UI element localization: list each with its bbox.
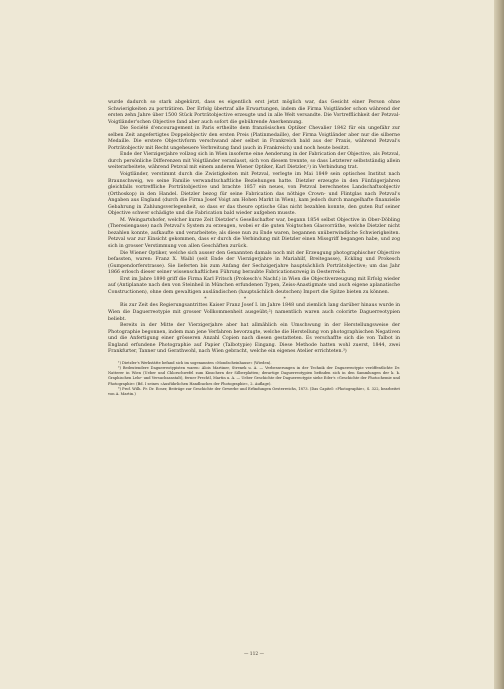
- body-text: [108, 100, 400, 397]
- footnotes: [108, 361, 400, 397]
- section-separator: * * *: [204, 297, 304, 303]
- paragraph: Bereits in der Mitte der Vierzigerjahre aber hat allmählich ein Umschwung in der Herstellungsweise der Photographie begonnen, indem man jene Verfahren bevorzugte, welche die Herstellung von photographischen Negativen und die Anfertigung einer grösseren Anzahl Copien nach diesen gestatteten. Es verschaffte sich die von Talbot in England erfundene Photographie auf Papier (Talbotypie) Eingang. Diese Methode hatten wohl zuerst, 1844, zwei Frankfurter, Tanner und Gerathwohl, nach Wien gebracht, welche ein eigenes Atelier errichteten.³): [108, 323, 400, 355]
- paragraph: Voigtländer, verstimmt durch die Zwistigkeiten mit Petzval, verlegte im Mai 1849 sein optisches Institut nach Braunschweig, wo seine Familie verwandtschaftliche Beziehungen hatte. Dietzler erzeugte in den Fünfzigerjahren gleichfalls vortreffliche Porträtobjective und brachte 1857 ein neues, von Petzval berechnetes Landschaftsobjectiv (Orthoskop) in den Handel. Dietzler bezog für seine Fabrication das nöthige Crown- und Flintglas nach Petzval's Angaben aus England (durch die Firma Josef Voigt am Hohen Markt in Wien), kam jedoch durch mangelhafte finanzielle Gebahrung in Zahlungsverlegenheit, so dass er das theure optische Glas nicht bezahlen konnte, den guten Ruf seiner Objective schwer schädigte und die Fabrication bald wieder aufgeben musste.: [108, 172, 400, 217]
- paragraph: wurde dadurch so stark abgekürzt, dass es eigentlich erst jetzt möglich war, das Gesicht einer Person ohne Schwierigkeiten zu porträtiren. Der Erfolg übertraf alle Erwartungen, indem die Firma Voigtländer schon während der ersten zehn Jahre über 1500 Stück Porträtobjective erzeugte und in alle Welt versandte. Die Vortrefflichkeit der Petzval-Voigtländer'schen Objective fand aber auch sofort die gebührende Anerkennung.: [108, 100, 400, 125]
- paragraph: Die Société d'encouragement in Paris ertheilte dem französischen Optiker Chevalier 1842 für ein ungefähr zur selben Zeit angefertigtes Doppelobjectiv den ersten Preis (Platinmedaille), der Firma Voigtländer aber nur die silberne Medaille. Die erstere Objectivform verschwand aber selbst in Frankreich bald aus der Praxis, während Petzval's Porträtobjectiv mit Recht ungeheuere Verbreitung fand (auch in Frankreich) und noch heute besitzt.: [108, 126, 400, 151]
- book-spine-shadow: [494, 0, 504, 689]
- paragraph: Die Wiener Optiker, welche sich ausser den Genannten damals noch mit der Erzeugung photographischer Objective befassten, waren: Franz X. Waibl (seit Ende der Vierzigerjahre in Mariahilf, Breitegasse), Eckling und Prokesch (Gumpendorferstrasse). Sie lieferten bis zum Anfang der Sechzigerjahre hauptsächlich Porträtobjective; um das Jahr 1866 erlosch dieser seiner wissenschaftlichen Führung beraubte Fabricationszweig in Oesterreich.: [108, 250, 400, 276]
- page-number: — 112 —: [244, 652, 264, 657]
- paragraph: M. Weingartshofer, welcher kurze Zeit Dietzler's Gesellschafter war, begann 1854 selbst Objective in Ober-Döbling (Theresiengasse) nach Petzval's System zu erzeugen, wobei er die guten Voigtschen Glasvorräthe, welche Dietzler nicht bezahlen konnte, aufkaufte und verarbeitete; als diese nun zu Ende waren, begannen unüberwindliche Schwierigkeiten. Petzval war zur Einsicht gekommen, dass er durch die Verbindung mit Dietzler einen Missgriff begangen habe, und zog sich in grosser Verstimmung von allen Geschäften zurück.: [108, 217, 400, 250]
- paragraph: Erst im Jahre 1890 griff die Firma Karl Fritsch (Prokesch's Nachf.) in Wien die Objectiverzeugung mit Erfolg wieder auf (Antiplanate nach den von Steinheil in München erfundenen Typen, Zeiss-Anastigmate und auch eigene aplanatische Constructionen), ohne dem gewaltigen ausländischen (hauptsächlich deutschen) Import die Spitze bieten zu können.: [108, 276, 400, 295]
- paragraph: Ende der Vierzigerjahre vollzog sich in Wien insoferne eine Aenderung in der Fabrication der Objective, als Petzval, durch persönliche Differenzen mit Voigtländer veranlasst, sich von diesem trennte, so dass Letzterer selbstständig allein weiterarbeitete, während Petzval mit einem anderen Wiener Optiker, Karl Dietzler,¹) in Verbindung trat.: [108, 152, 400, 171]
- footnote: ³) Prof. Wilh. Fr. Dr. Ecner, Beiträge zur Geschichte der Gewerbe und Erfindungen Oesterreichs, 1873. (Das Capitel: »Photographie«, S. 322, bearbeitet von A. Martin.): [108, 386, 400, 396]
- footnote: ¹) Dietzler's Werkstätte befand sich im sogenannten »Mondscheinhause« (Wieden).: [118, 360, 272, 365]
- footnote: ²) Bedeutendere Daguerreotypisten waren: Alois Martiner, Strenek u. A. — Verbesserungen in der Technik der Daguerreotypie veröffentlichte Dr. Natterer in Wien (Ueber und Chlorschwefel zum Kinschern der Silberplatten; derartige Daguerreotypien befinden sich in den Sammlungen der k. k. Graphischen Lehr- und Versuchsanstalt), ferner Prechtl, Martin u. A. — Ueber Geschichte der Daguerreotypie siehe Eder's »Geschichte der Photochemie und Photographie« (Bd. I seines »Ausführlichen Handbuches der Photographie«, 2. Auflage).: [108, 365, 400, 386]
- paragraph: Bis zur Zeit des Regierungsantrittes Kaiser Franz Josef I. im Jahre 1848 und ziemlich lang darüber hinaus wurde in Wien die Daguerreotypie mit grosser Vollkommenheit ausgeübt;²) namentlich waren auch colorirte Daguerreotypien beliebt.: [108, 303, 400, 322]
